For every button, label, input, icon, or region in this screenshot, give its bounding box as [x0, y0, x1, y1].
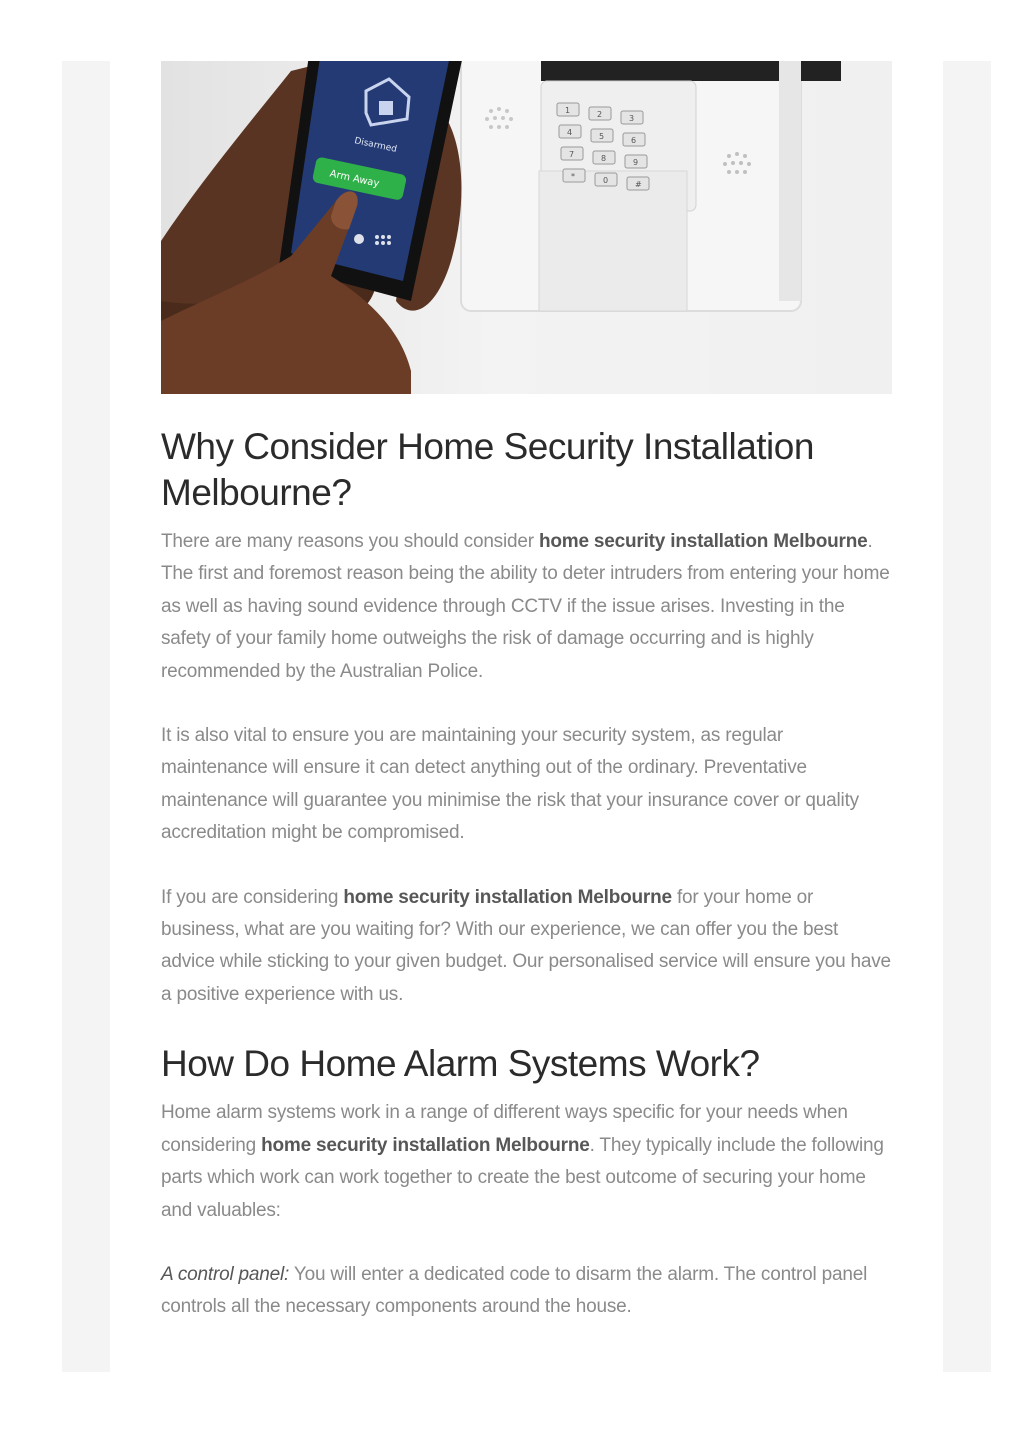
keypad-key-label: 0 [603, 176, 609, 185]
section-heading-how: How Do Home Alarm Systems Work? [161, 1043, 760, 1085]
keypad-key-label: 8 [601, 154, 607, 163]
text-run: . The first and foremost reason being the ability to deter intruders from entering your home as well as having sound evidence through CCTV if the issue arises. Investing in the safety of your family home outweighs the risk of damage occurring and is highly recommended by the Australian Police. [161, 531, 890, 682]
keypad-key-label: 4 [567, 128, 573, 137]
text-run: There are many reasons you should consider [161, 531, 539, 552]
keypad-key-label: 3 [629, 114, 635, 123]
keypad-key-label: 6 [631, 136, 637, 145]
keypad-key-label: 7 [569, 150, 575, 159]
alarm-keypad-panel [461, 61, 841, 311]
keypad-key-label: 2 [597, 110, 603, 119]
paragraph-control-panel [161, 1259, 892, 1324]
paragraph-maintenance: It is also vital to ensure you are maintaining your security system, as regular maintenance will ensure it can detect anything out of the ordinary. Preventative maintenance will guarantee you minimise the risk that your insurance cover or quality accreditation might be compromised. [161, 725, 859, 844]
section-heading-why: Why Consider Home Security Installation Melbourne? [161, 426, 814, 513]
text-run: for your home or business, what are you waiting for? With our experience, we can offer you the best advice while sticking to your given budget. Our personalised service will ensure you have a positive experience with us. [161, 886, 891, 1005]
keypad-key-label: 5 [599, 132, 605, 141]
keyword-link: home security installation Melbourne [261, 1134, 590, 1156]
text-run: Home alarm systems work in a range of different ways specific for your needs when considering [161, 1102, 848, 1156]
keyword-link: home security installation Melbourne [538, 531, 868, 552]
phone-status-label: Disarmed [353, 136, 398, 155]
paragraph-reasons [161, 526, 892, 688]
keypad-key-label: 1 [565, 106, 571, 115]
keypad-key-label: 9 [633, 158, 639, 167]
text-run: If you are considering [161, 886, 344, 908]
keyword-link: home security installation Melbourne [343, 886, 672, 908]
text-run: You will enter a dedicated code to disarm the alarm. The control panel controls all the necessary components around the house. [161, 1263, 868, 1318]
arm-away-button-label: Arm Away [328, 168, 381, 190]
article [161, 61, 892, 1324]
hero-image [161, 61, 892, 394]
paragraph-alarm-systems [161, 1097, 892, 1227]
keypad-key-label: # [635, 180, 642, 189]
text-run: . They typically include the following parts which work can work together to create the best outcome of securing your home and valuables: [161, 1134, 884, 1221]
keypad-key-label: * [571, 172, 575, 181]
paragraph-considering [161, 882, 892, 1012]
control-panel-label: A control panel: [161, 1263, 290, 1285]
